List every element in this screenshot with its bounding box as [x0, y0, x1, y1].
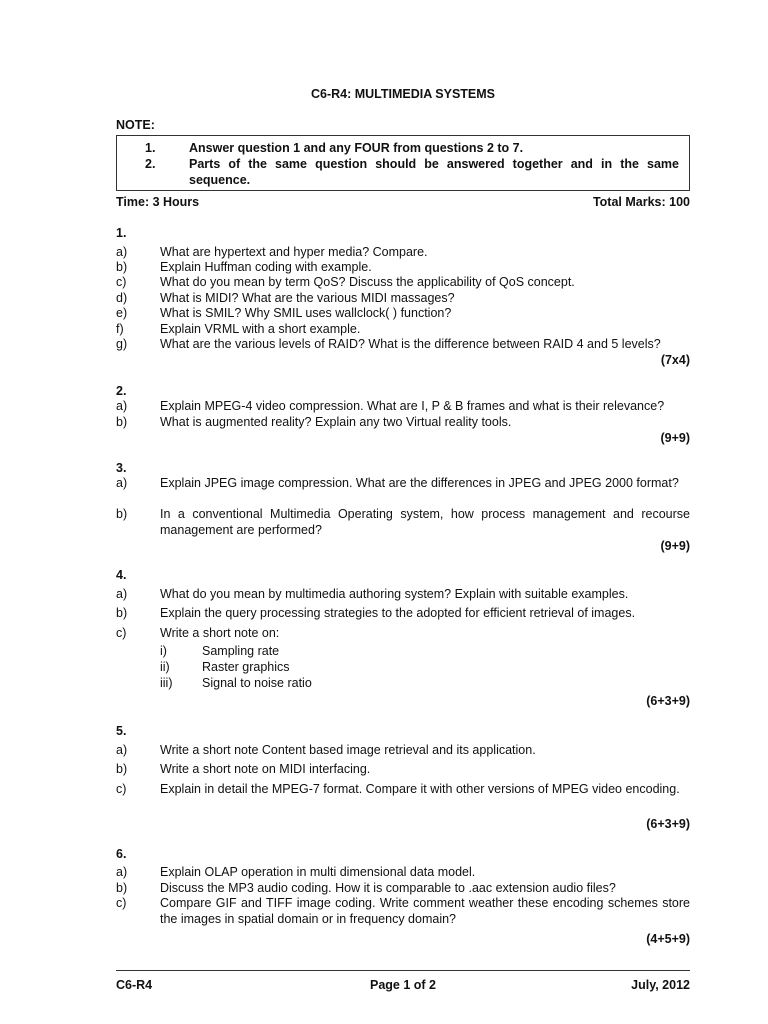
- part-label: a): [116, 743, 128, 757]
- question-number: 5.: [116, 724, 127, 738]
- question-number: 4.: [116, 568, 127, 582]
- question-marks: (4+5+9): [646, 932, 690, 946]
- part-text: What is augmented reality? Explain any two Virtual reality tools.: [160, 415, 512, 429]
- exam-time: Time: 3 Hours: [116, 195, 200, 209]
- part-label: c): [116, 275, 127, 289]
- part-text: What do you mean by term QoS? Discuss the applicability of QoS concept.: [160, 275, 575, 289]
- question-number: 3.: [116, 461, 127, 475]
- question-marks: (9+9): [660, 431, 690, 445]
- part-text: Discuss the MP3 audio coding. How it is comparable to .aac extension audio files?: [160, 881, 616, 895]
- total-marks: Total Marks: 100: [592, 195, 690, 209]
- part-label: d): [116, 291, 128, 305]
- part-text: What is MIDI? What are the various MIDI massages?: [160, 291, 455, 305]
- question-marks: (7x4): [660, 353, 690, 367]
- part-label: a): [116, 865, 128, 879]
- part-label: g): [116, 337, 128, 351]
- note-box: [116, 135, 690, 191]
- question-marks: (9+9): [660, 539, 690, 553]
- question-number: 6.: [116, 847, 127, 861]
- footer-code: C6-R4: [116, 978, 153, 992]
- part-label: f): [116, 322, 124, 336]
- part-label: b): [116, 606, 128, 620]
- footer-page-number: Page 1 of 2: [370, 978, 436, 992]
- note-label: NOTE:: [116, 118, 155, 132]
- part-label: b): [116, 415, 128, 429]
- part-text: Explain MPEG-4 video compression. What are I, P & B frames and what is their relevance?: [160, 399, 665, 413]
- sub-part-text: Sampling rate: [202, 644, 280, 658]
- part-text: Write a short note on MIDI interfacing.: [160, 762, 371, 776]
- question-marks: (6+3+9): [646, 817, 690, 831]
- footer-divider: [116, 970, 690, 971]
- part-label: b): [116, 260, 128, 274]
- question-number: 2.: [116, 384, 127, 398]
- part-text: What do you mean by multimedia authoring system? Explain with suitable examples.: [160, 587, 629, 601]
- sub-part-label: iii): [160, 676, 173, 690]
- sub-part-label: ii): [160, 660, 170, 674]
- part-label: c): [116, 896, 127, 910]
- part-text: Write a short note on:: [160, 626, 280, 640]
- part-label: c): [116, 626, 127, 640]
- part-text: What are the various levels of RAID? What is the difference between RAID 4 and 5 levels?: [160, 337, 661, 351]
- part-text: Compare GIF and TIFF image coding. Write comment weather these encoding schemes store the images in spatial domain or in frequency domain?: [160, 896, 690, 926]
- part-text: Explain VRML with a short example.: [160, 322, 361, 336]
- sub-part-text: Raster graphics: [202, 660, 290, 674]
- part-text: Explain JPEG image compression. What are the differences in JPEG and JPEG 2000 format?: [160, 476, 679, 490]
- part-text: In a conventional Multimedia Operating system, how process management and recourse management are performed?: [160, 507, 690, 537]
- note-number: 2.: [145, 157, 156, 171]
- part-label: a): [116, 476, 128, 490]
- note-text: Parts of the same question should be answered together and in the same sequence.: [189, 157, 679, 187]
- exam-page: [116, 0, 690, 1024]
- note-number: 1.: [145, 141, 156, 155]
- part-label: c): [116, 782, 127, 796]
- part-text: Explain OLAP operation in multi dimensional data model.: [160, 865, 476, 879]
- part-label: b): [116, 762, 128, 776]
- part-text: Explain Huffman coding with example.: [160, 260, 372, 274]
- part-text: What is SMIL? Why SMIL uses wallclock( ) function?: [160, 306, 452, 320]
- sub-part-text: Signal to noise ratio: [202, 676, 312, 690]
- page-title: C6-R4: MULTIMEDIA SYSTEMS: [310, 87, 496, 101]
- footer-date: July, 2012: [631, 978, 690, 992]
- note-text: Answer question 1 and any FOUR from questions 2 to 7.: [189, 141, 524, 155]
- question-number: 1.: [116, 226, 127, 240]
- part-label: a): [116, 245, 128, 259]
- sub-part-label: i): [160, 644, 167, 658]
- part-text: Explain in detail the MPEG-7 format. Compare it with other versions of MPEG video encoding.: [160, 782, 680, 796]
- part-text: Explain the query processing strategies to the adopted for efficient retrieval of images.: [160, 606, 636, 620]
- part-text: Write a short note Content based image retrieval and its application.: [160, 743, 536, 757]
- part-label: b): [116, 881, 128, 895]
- part-label: a): [116, 399, 128, 413]
- part-label: b): [116, 507, 128, 521]
- part-text: What are hypertext and hyper media? Compare.: [160, 245, 428, 259]
- question-marks: (6+3+9): [646, 694, 690, 708]
- part-label: e): [116, 306, 128, 320]
- part-label: a): [116, 587, 128, 601]
